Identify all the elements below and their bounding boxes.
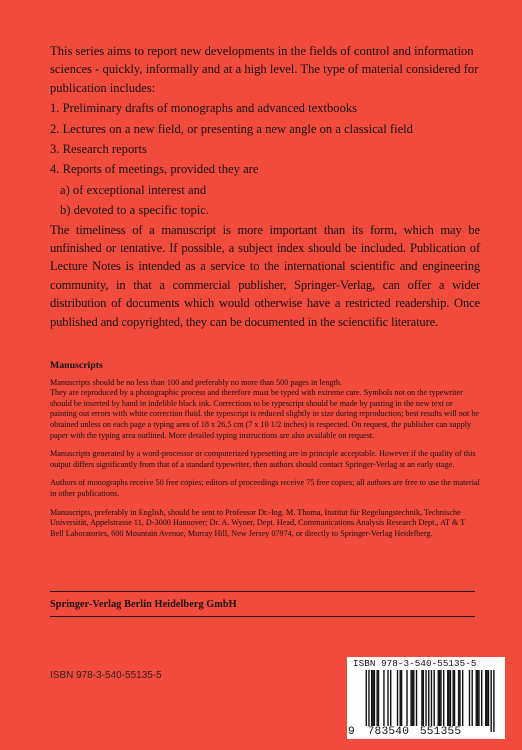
barcode-bar [397, 670, 398, 726]
barcode-isbn-label: ISBN 978-3-540-55135-5 [353, 658, 477, 669]
barcode-bar [491, 670, 492, 732]
barcode-bar [462, 670, 463, 726]
list-item: 3. Research reports [50, 142, 147, 157]
barcode-bar [368, 670, 369, 732]
barcode-bar [372, 670, 373, 726]
list-subitem: a) of exceptional interest and [60, 182, 207, 197]
barcode-bar [400, 670, 401, 726]
barcode-bar [376, 670, 377, 726]
barcode-bar [454, 670, 455, 726]
typing-paragraph: They are reproduced by a photographic process and therefore must be typed with extreme care. Symbols not on the typewriter should be inserted by hand in indelible black ink. Corrections to be typescript should be made by pasting in the new text or painting out errors with white correction fluid. the typescript is reduced slightly in size during reproduction; best results will not be obtained unless on each page a typing area of 18 x 26,5 cm (7 x 10 1/2 inches) is respected. On request, the publisher can supply paper with the typing area outlined. More detailed typing instructions are also available on request. [50, 388, 480, 440]
material-list [50, 97, 480, 219]
barcode-bar [371, 670, 372, 726]
barcode-bar [485, 670, 486, 726]
barcode-bar [421, 670, 422, 726]
barcode-bar [443, 670, 444, 726]
list-subitem: b) devoted to a specific topic. [60, 203, 209, 218]
barcode-bar [374, 670, 375, 726]
barcode-bar [459, 670, 460, 726]
divider-bottom [50, 616, 475, 617]
barcode-first-digit: 9 [348, 726, 355, 738]
barcode-bar [493, 670, 494, 732]
intro-paragraph: This series aims to report new developments in the fields of control and information sciences - quickly, informally and at a high level. The type of material considered for publication includes: [50, 44, 479, 95]
barcode-bar [458, 670, 459, 726]
word-processor-paragraph: Manuscripts generated by a word-processor or computerized typesetting are in principle acceptable. However if the quality of this output differs significantly from that of a standard typewriter, then authors should contact Springer-Verlag at an early stage. [50, 449, 476, 469]
barcode-bar [425, 670, 426, 726]
barcode-bar [366, 670, 367, 732]
barcode-bar [378, 670, 379, 726]
barcode-bar [452, 670, 453, 726]
barcode-bars-graphic [352, 670, 500, 734]
length-paragraph: Manuscripts should be no less than 100 and preferably no more than 500 pages in length. [50, 377, 342, 387]
manuscripts-section [50, 361, 480, 547]
barcode-bar [440, 670, 441, 726]
barcode-left-group: 783540 [367, 726, 410, 738]
isbn-barcode [347, 657, 505, 739]
barcode-bar [423, 670, 424, 726]
barcode-bar [477, 670, 478, 726]
barcode-bar [488, 670, 489, 726]
timeliness-paragraph: The timeliness of a manuscript is more important than its form, which may be unfinished or tentative. If possible, a subject index should be included. Publication of Lecture Notes is intended as a service to the international scientific and engineering community, in that a commercial publisher, Springer-Verlag, can offer a wider distribution of documents which would otherwise have a restricted readership. Once published and copyrighted, they can be documented in the scienctific literature. [50, 222, 480, 329]
barcode-bar [433, 670, 434, 726]
barcode-bar [413, 670, 414, 726]
barcode-bar [478, 670, 479, 726]
barcode-bar [412, 670, 413, 726]
barcode-bar [439, 670, 440, 726]
barcode-bar [438, 670, 439, 726]
barcode-bar [410, 670, 411, 726]
barcode-bar [416, 670, 417, 726]
barcode-bar [406, 670, 407, 726]
series-description [50, 42, 480, 331]
barcode-bar [471, 670, 472, 726]
barcode-bar [390, 670, 391, 726]
barcode-bar [387, 670, 388, 726]
barcode-bar [450, 670, 451, 726]
list-item: 2. Lectures on a new field, or presenting a new angle on a classical field [50, 121, 413, 136]
divider-top [50, 591, 475, 592]
barcode-bar [401, 670, 402, 726]
barcode-bar [469, 670, 470, 726]
barcode-bar [447, 670, 448, 726]
barcode-right-group: 551355 [419, 726, 462, 738]
manuscripts-heading: Manuscripts [50, 360, 103, 371]
address-paragraph: Manuscripts, preferably in English, should be sent to Professor Dr.-Ing. M. Thoma, Institut für Regelungstechnik, Technische Universität, Appelstrasse 11, D-3000 Hannover; Dr. A. Wyner, Dept. Head, Communications Analysis Research Dept., AT & T Bell Laboratories, 600 Mountain Avenue, Murray Hill, New Jersey 07974, or directly to Springer-Verlag Heidelberg. [50, 507, 466, 538]
barcode-digits [348, 726, 461, 738]
barcode-bar [486, 670, 487, 726]
isbn-text: ISBN 978-3-540-55135-5 [50, 670, 162, 681]
barcode-bar [476, 670, 477, 726]
barcode-bar [481, 670, 482, 726]
list-item: 4. Reports of meetings, provided they are [50, 162, 259, 177]
barcode-bar [448, 670, 449, 726]
publisher-name: Springer-Verlag Berlin Heidelberg GmbH [50, 599, 237, 610]
barcode-bar [383, 670, 384, 726]
barcode-bar [431, 670, 432, 732]
list-item: 1. Preliminary drafts of monographs and advanced textbooks [50, 101, 358, 116]
barcode-bar [428, 670, 429, 732]
free-copies-paragraph: Authors of monographs receive 50 free copies; editors of proceedings receive 75 free copies; all authors are free to use the material in other publications. [50, 478, 480, 498]
